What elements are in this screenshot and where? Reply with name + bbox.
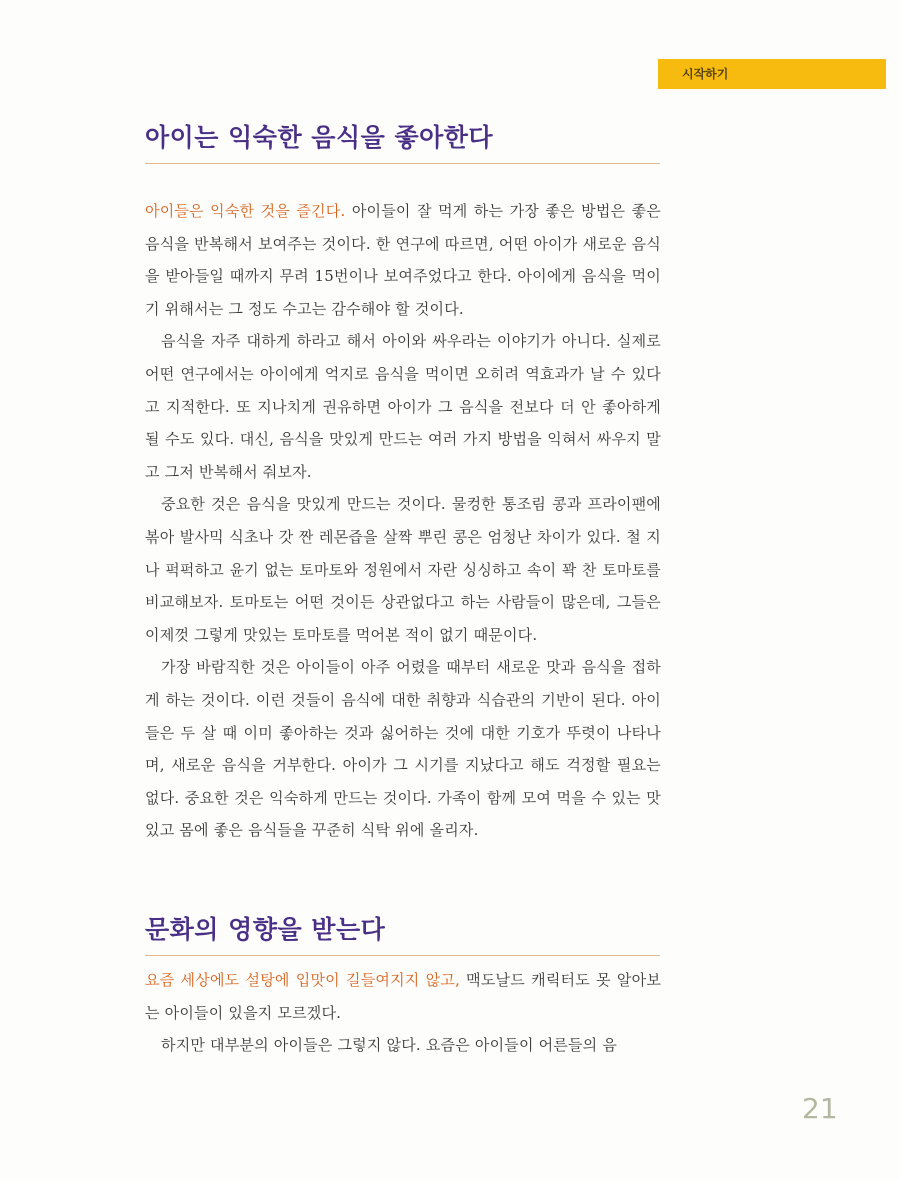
chapter-tab: 시작하기: [658, 59, 886, 89]
section-heading-familiar-food: 아이는 익숙한 음식을 좋아한다: [145, 118, 660, 164]
highlight-lead: 요즘 세상에도 설탕에 입맛이 길들여지지 않고,: [145, 971, 460, 989]
paragraph: 하지만 대부분의 아이들은 그렇지 않다. 요즘은 아이들이 어른들의 음: [161, 1036, 618, 1055]
paragraph: [145, 195, 661, 325]
paragraph: 중요한 것은 음식을 맛있게 만드는 것이다. 물컹한 통조림 콩과 프라이팬에 볶아 발사믹 식초나 갓 짠 레몬즙을 살짝 뿌린 콩은 엄청난 차이가 있다. 철 지나 퍽퍽하고 윤기 없는 토마토와 정원에서 자란 싱싱하고 속이 꽉 찬 토마토를 비교해보자. 토마토는 어떤 것이든 상관없다고 하는 사람들이 많은데, 그들은 이제껏 그렇게 맛있는 토마토를 먹어본 적이 없기 때문이다.: [145, 495, 661, 644]
paragraph: 음식을 자주 대하게 하라고 해서 아이와 싸우라는 이야기가 아니다. 실제로 어떤 연구에서는 아이에게 억지로 음식을 먹이면 오히려 역효과가 날 수 있다고 지적한다. 또 지나치게 권유하면 아이가 그 음식을 전보다 더 안 좋아하게 될 수도 있다. 대신, 음식을 맛있게 만드는 여러 가지 방법을 익혀서 싸우지 말고 그저 반복해서 줘보자.: [145, 332, 661, 481]
section-heading-culture: 문화의 영향을 받는다: [145, 910, 660, 956]
paragraph: [145, 964, 661, 1029]
section-body-culture: [145, 964, 661, 1062]
highlight-lead: 아이들은 익숙한 것을 즐긴다.: [145, 202, 346, 220]
paragraph-text: 맥도날드 캐릭터도 못 알아보는 아이들이 있을지 모르겠다.: [145, 971, 662, 1022]
paragraph: 가장 바람직한 것은 아이들이 아주 어렸을 때부터 새로운 맛과 음식을 접하게 하는 것이다. 이런 것들이 음식에 대한 취향과 식습관의 기반이 된다. 아이들은 두 살 때 이미 좋아하는 것과 싫어하는 것에 대한 기호가 뚜렷이 나타나며, 새로운 음식을 거부한다. 아이가 그 시기를 지났다고 해도 걱정할 필요는 없다. 중요한 것은 익숙하게 만드는 것이다. 가족이 함께 모여 먹을 수 있는 맛있고 몸에 좋은 음식들을 꾸준히 식탁 위에 올리자.: [145, 658, 661, 840]
section-body-familiar-food: [145, 195, 661, 847]
page-number: 21: [802, 1092, 838, 1125]
paragraph-text: 아이들이 잘 먹게 하는 가장 좋은 방법은 좋은 음식을 반복해서 보여주는 것이다. 한 연구에 따르면, 어떤 아이가 새로운 음식을 받아들일 때까지 무려 15번이나 보여주었다고 한다. 아이에게 음식을 먹이기 위해서는 그 정도 수고는 감수해야 할 것이다.: [145, 202, 662, 318]
